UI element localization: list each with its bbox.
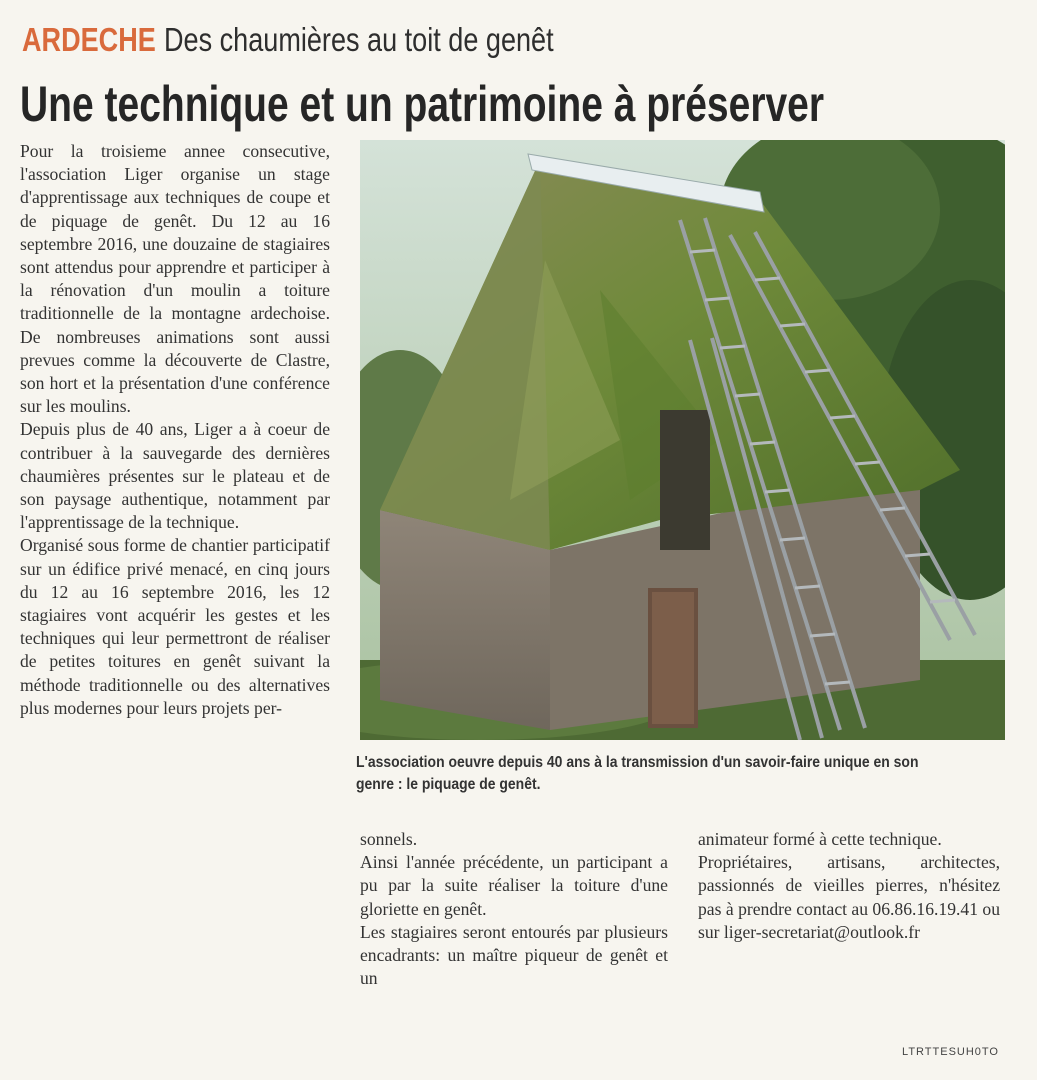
article-column-2 — [360, 828, 668, 990]
paragraph: Organisé sous forme de chantier participatif sur un édifice privé menacé, en cinq jours du 12 au 16 septembre 2016, les 12 stagiaires vont acquérir les gestes et les techniques qui leur permettront de réaliser de petites toitures en genêt suivant la méthode traditionnelle ou des alternatives plus modernes pour leurs projets per- — [20, 535, 330, 718]
paragraph: animateur formé à cette technique. — [698, 829, 942, 849]
article-column-1 — [20, 140, 330, 720]
topic-label: Des chaumières au toit de genêt — [164, 21, 554, 58]
paragraph: Ainsi l'année précédente, un participant a pu par la suite réaliser la toiture d'une gloriette en genêt. — [360, 852, 668, 919]
photo-illustration — [360, 140, 1005, 740]
photo-credit: LTRTTESUH0TO — [902, 1046, 999, 1058]
paragraph: sonnels. — [360, 829, 418, 849]
article-column-3 — [698, 828, 1000, 944]
paragraph: Depuis plus de 40 ans, Liger a à coeur de contribuer à la sauvegarde des dernières chaumières présentes sur le plateau et de son paysage authentique, notamment par l'apprentissage de la technique. — [20, 419, 330, 533]
kicker — [22, 18, 554, 62]
thatched-cottage-photo — [360, 140, 1005, 740]
section-label: ARDECHE — [22, 21, 156, 58]
paragraph: Les stagiaires seront entourés par plusieurs encadrants: un maître piqueur de genêt et un — [360, 921, 668, 989]
headline: Une technique et un patrimoine à préserver — [20, 76, 825, 132]
photo-caption: L'association oeuvre depuis 40 ans à la transmission d'un savoir-faire unique en son genre : le piquage de genêt. — [356, 754, 919, 793]
paragraph: Pour la troisieme annee consecutive, l'association Liger organise un stage d'apprentissage aux techniques de coupe et de piquage de genêt. Du 12 au 16 septembre 2016, une douzaine de stagiaires sont attendus pour apprendre et participer à la rénovation d'un moulin a toiture traditionnelle de la montagne ardechoise. De nombreuses animations sont aussi prevues comme la découverte de Clastre, son hort et la présentation d'une conférence sur les moulins. — [20, 141, 330, 417]
paragraph: Propriétaires, artisans, architectes, passionnés de vieilles pierres, n'hésitez pas à prendre contact au 06.86.16.19.41 ou sur liger-secretariat@outlook.fr — [698, 852, 1000, 942]
